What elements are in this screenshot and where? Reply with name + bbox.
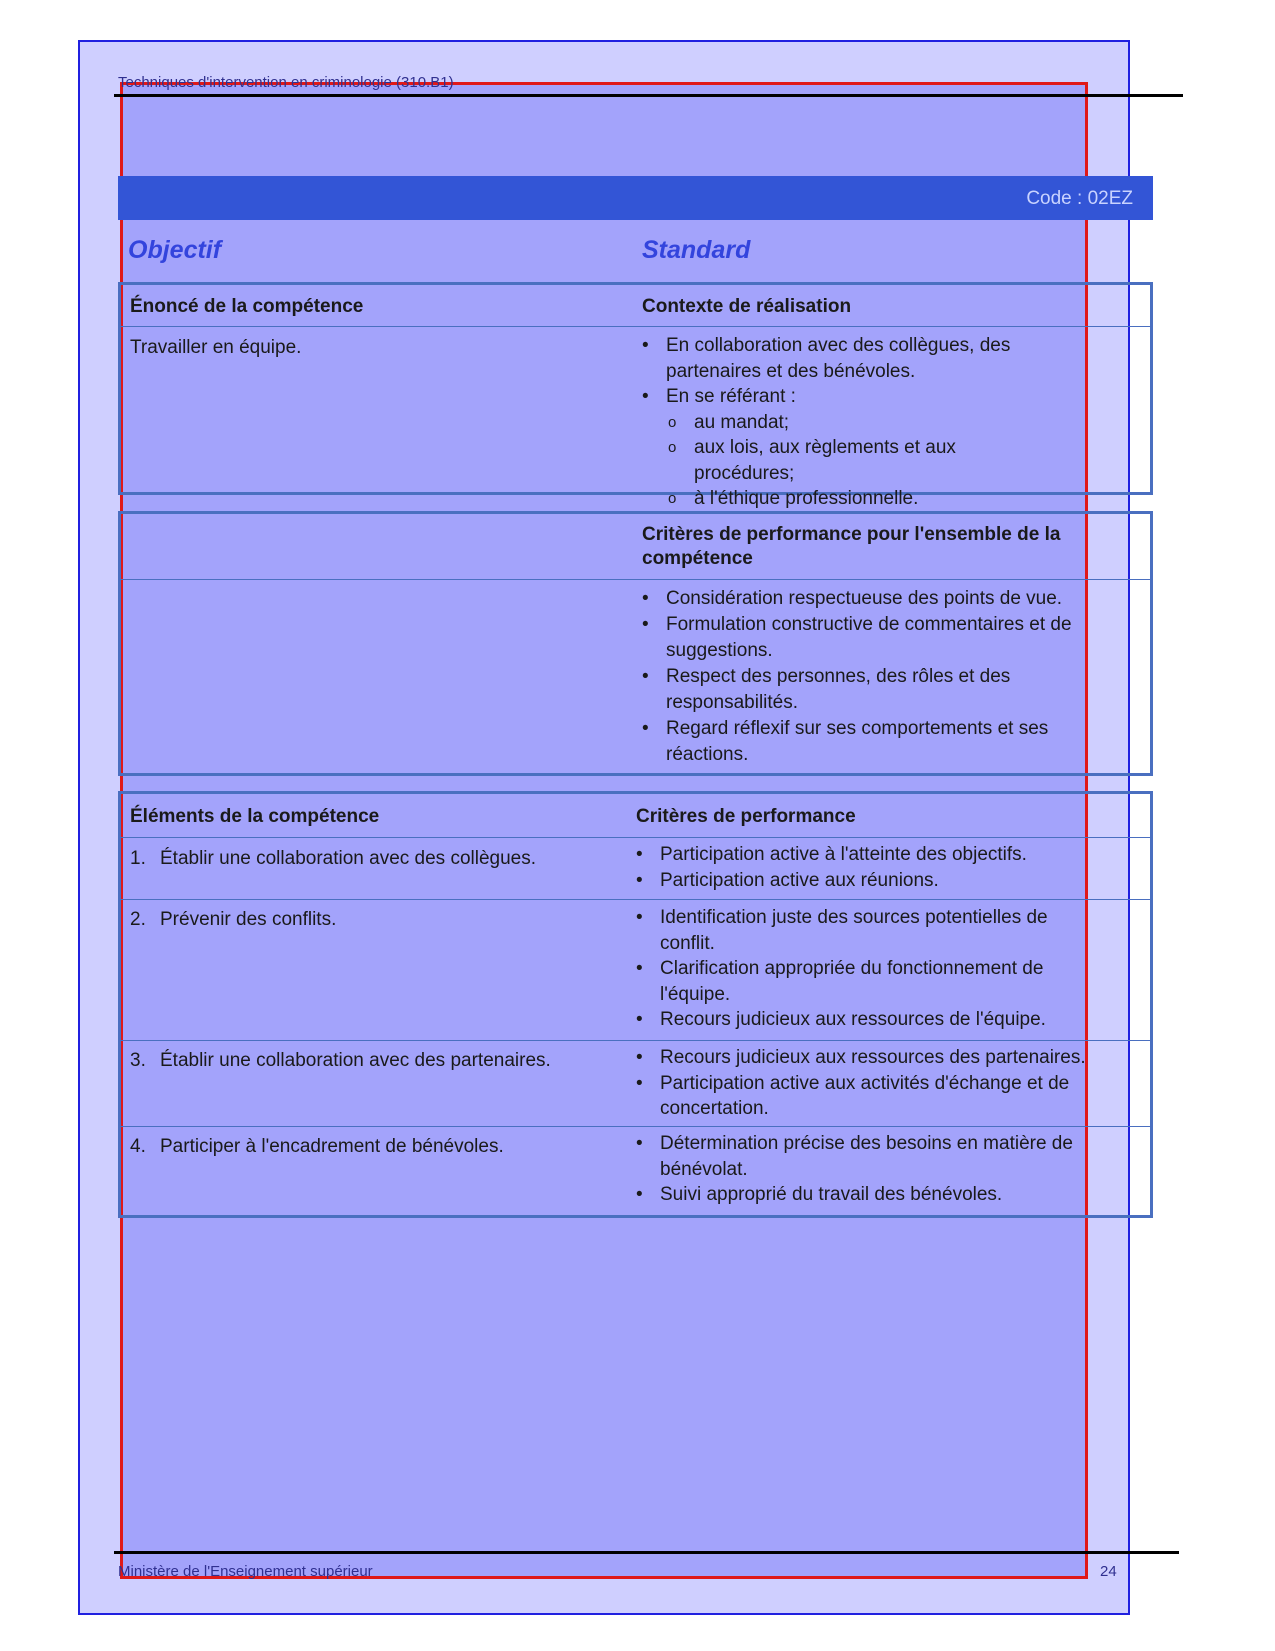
criteria-item: • Participation active aux activités d'échange et de concertation. [634,1071,1134,1122]
page-footer: Ministère de l'Enseignement supérieur [118,1563,373,1580]
criteria-item: • Clarification appropriée du fonctionnement de l'équipe. [634,956,1094,1007]
element-3-criteria [634,1045,1134,1122]
elements-criteria-title: Critères de performance [636,806,856,827]
element-label: Participer à l'encadrement de bénévoles. [160,1136,504,1157]
contexte-sub-item: o au mandat; [666,410,1060,436]
enonce-header-divider [118,326,1153,327]
code-bar [118,176,1153,220]
contexte-item: • En collaboration avec des collègues, des partenaires et des bénévoles. [640,333,1060,384]
element-2-criteria [634,905,1094,1033]
elements-row-divider [118,1040,1153,1041]
heading-standard: Standard [642,236,751,264]
competency-code: Code : 02EZ [1026,188,1133,209]
enonce-title: Énoncé de la compétence [130,296,364,317]
criteres-ensemble-item: • Respect des personnes, des rôles et des responsabilités. [640,664,1118,716]
element-number: 4. [130,1136,146,1157]
criteria-item: • Identification juste des sources potentielles de conflit. [634,905,1094,956]
criteres-ensemble-divider [118,579,1153,580]
element-row-3 [130,1048,551,1073]
elements-row-divider [118,899,1153,900]
criteres-ensemble-title: Critères de performance pour l'ensemble de la compétence [642,524,1061,569]
page-header: Techniques d'intervention en criminologie (310.B1) [118,74,454,91]
contexte-title: Contexte de réalisation [642,296,852,317]
element-label: Établir une collaboration avec des collègues. [160,848,537,869]
contexte-list [640,333,1060,512]
criteria-item: • Participation active aux réunions. [634,868,1134,894]
contexte-sub-list [666,410,1060,512]
heading-objectif: Objectif [128,236,222,264]
footer-rule [114,1551,1179,1554]
elements-title: Éléments de la compétence [130,806,380,827]
element-1-criteria [634,842,1134,893]
criteria-item: • Détermination précise des besoins en matière de bénévolat. [634,1131,1134,1182]
criteres-ensemble-item: • Regard réflexif sur ses comportements et ses réactions. [640,716,1118,768]
criteres-ensemble-item: • Formulation constructive de commentaires et de suggestions. [640,612,1118,664]
page-number: 24 [1100,1563,1117,1580]
contexte-item-label: En se référant : [666,386,796,407]
elements-row-divider [118,1126,1153,1127]
element-row-2 [130,907,336,932]
contexte-sub-item: o aux lois, aux règlements et aux procédures; [666,435,1060,486]
criteria-item: • Recours judicieux aux ressources des partenaires. [634,1045,1134,1071]
enonce-text: Travailler en équipe. [130,337,302,358]
element-4-criteria [634,1131,1134,1208]
element-label: Établir une collaboration avec des partenaires. [160,1050,551,1071]
element-number: 2. [130,909,146,930]
criteres-ensemble-list [640,586,1118,768]
header-rule [114,94,1183,97]
criteria-item: • Participation active à l'atteinte des objectifs. [634,842,1134,868]
element-row-1 [130,846,536,871]
criteria-item: • Recours judicieux aux ressources de l'équipe. [634,1007,1094,1033]
element-number: 1. [130,848,146,869]
element-number: 3. [130,1050,146,1071]
contexte-item [640,384,1060,512]
criteres-ensemble-item: • Considération respectueuse des points de vue. [640,586,1118,612]
elements-header-divider [118,837,1153,838]
contexte-sub-item: o à l'éthique professionnelle. [666,486,1060,512]
element-row-4 [130,1134,504,1159]
element-label: Prévenir des conflits. [160,909,337,930]
criteria-item: • Suivi approprié du travail des bénévoles. [634,1182,1134,1208]
